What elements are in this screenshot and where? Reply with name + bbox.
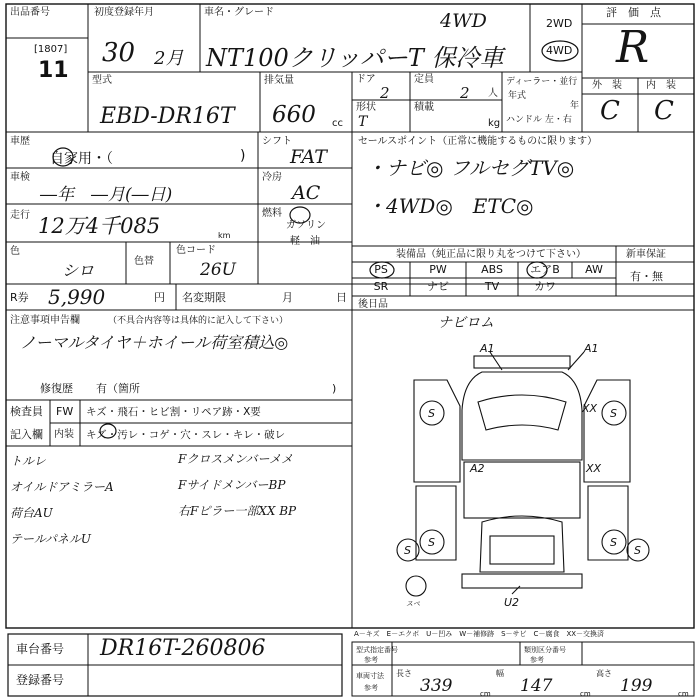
damage-mark-s-rear-right: S — [610, 536, 617, 549]
displacement-unit: cc — [332, 118, 343, 129]
recycle-value: 5,990 — [48, 285, 106, 309]
first-reg-month: 2月 — [154, 48, 184, 69]
model-name: NT100クリッパーT 保冷車 — [206, 44, 504, 72]
equipment-label: 装備品（純正品に限り丸をつけて下さい） — [396, 249, 586, 260]
first-reg-year: 30 — [102, 38, 136, 68]
name-change-label: 名変期限 — [182, 291, 226, 304]
damage-mark-a1-left: A1 — [480, 342, 495, 355]
interior-grade: C — [654, 96, 674, 126]
displacement-value: 660 — [272, 102, 316, 128]
interior-label: 内 装 — [646, 80, 676, 91]
fw-label: FW — [56, 405, 74, 418]
interior-check-items: キズ・汚レ・コゲ・穴・スレ・キレ・破レ — [86, 429, 286, 441]
classification-label: 類別区分番号 — [524, 646, 566, 654]
notes-label: 注意事項申告欄 — [10, 315, 80, 326]
history-label: 車歴 — [10, 136, 30, 147]
equip-abs: ABS — [481, 263, 503, 276]
type-label: 型式 — [92, 75, 112, 86]
fuel-label: 燃料 — [262, 208, 282, 219]
diagram-cab-top — [462, 372, 582, 460]
recycle-label: R券 — [10, 291, 29, 304]
model-year-unit: 年 — [570, 101, 580, 111]
size-ref: 参考 — [364, 684, 378, 692]
handle-label: ハンドル 左・右 — [506, 115, 572, 125]
doors-label: ドア — [356, 74, 376, 85]
equip-sr: SR — [373, 280, 389, 293]
color-code-label: 色コード — [176, 245, 216, 256]
capacity-value: 2 — [460, 84, 470, 102]
equip-leather: カワ — [534, 280, 556, 293]
rear-item-value: ナビロム — [438, 315, 494, 331]
reg-label: 登録番号 — [16, 673, 65, 687]
shaken-value: ―年 ―月(―日) — [40, 185, 173, 205]
drive-text: 4WD — [440, 10, 487, 32]
capacity-unit: 人 — [488, 88, 498, 99]
damage-legend: A－キズ E－エクボ U－凹み W－補修跡 S－サビ C－腐食 XX－交換済 — [354, 630, 605, 638]
mileage-unit: km — [218, 231, 231, 240]
model-year-label: 年式 — [508, 91, 527, 101]
repair-value: 有（箇所 — [96, 382, 140, 395]
color-code-value: 26U — [200, 260, 236, 280]
inspector-label-1: 検査員 — [10, 405, 43, 418]
score-value: R — [616, 22, 650, 73]
remark-left-1: トルレ — [10, 454, 46, 468]
damage-mark-a1-right: A1 — [584, 342, 599, 355]
mileage-value: 12万4千085 — [38, 214, 161, 238]
width-unit: cm — [580, 690, 591, 698]
first-reg-label: 初度登録年月 — [94, 7, 154, 18]
damage-mark-xx-front: XX — [582, 402, 598, 415]
displacement-label: 排気量 — [264, 75, 294, 86]
exterior-grade: C — [600, 96, 620, 126]
new-car-value: 有・無 — [630, 270, 663, 283]
equip-tv: TV — [484, 280, 500, 293]
history-value: 自家用・（ — [50, 151, 113, 167]
lot-number: 11 — [38, 58, 69, 83]
fw-items: キズ・飛石・ヒビ割・リペア跡・X要 — [86, 406, 261, 418]
equip-navi: ナビ — [427, 280, 449, 293]
repair-label: 修復歴 — [40, 382, 73, 395]
equip-pw: PW — [429, 263, 447, 276]
remark-left-4: テールパネルU — [10, 532, 92, 546]
drive-option-2wd: 2WD — [546, 17, 573, 30]
interior-check-label: 内装 — [54, 429, 74, 440]
size-label: 車両寸法 — [356, 672, 384, 680]
score-label: 評 価 点 — [606, 6, 661, 19]
selling-label: セールスポイント（正常に機能するものに限ります） — [358, 136, 598, 147]
load-unit: kg — [488, 118, 501, 129]
fuel-gasoline: ガソリン — [286, 220, 326, 231]
inspector-label-2: 記入欄 — [10, 428, 43, 441]
shape-label: 形状 — [356, 102, 376, 113]
height-value: 199 — [620, 676, 653, 696]
new-car-label: 新車保証 — [626, 249, 666, 260]
lot-code: [1807] — [34, 44, 68, 55]
height-label: 高さ — [596, 669, 612, 678]
lot-label: 出品番号 — [10, 7, 50, 18]
shift-label: シフト — [262, 136, 292, 147]
designation-ref: 参考 — [364, 656, 378, 664]
length-label: 長さ — [396, 669, 412, 678]
shift-value: FAT — [290, 146, 327, 168]
rear-item-label: 後日品 — [358, 299, 388, 310]
damage-mark-xx-bed: XX — [586, 462, 602, 475]
chassis-label: 車台番号 — [16, 642, 65, 656]
width-value: 147 — [520, 676, 553, 696]
capacity-label: 定員 — [414, 74, 434, 85]
repair-close: ) — [332, 382, 337, 395]
shaken-label: 車検 — [10, 172, 30, 183]
damage-mark-a2: A2 — [470, 462, 485, 475]
model-label: 車名・グレード — [204, 7, 274, 18]
damage-mark-u2: U2 — [504, 596, 520, 609]
exterior-label: 外 装 — [592, 80, 622, 91]
name-change-day: 日 — [336, 291, 347, 304]
history-close: ) — [240, 148, 246, 164]
color-label: 色 — [10, 246, 20, 257]
width-label: 幅 — [496, 669, 504, 678]
doors-value: 2 — [380, 84, 390, 102]
damage-mark-s-front-left: S — [428, 407, 435, 420]
name-change-month: 月 — [282, 291, 293, 304]
diagram-left-side — [414, 380, 460, 482]
drive-option-4wd: 4WD — [546, 44, 573, 57]
height-unit: cm — [678, 690, 689, 698]
remark-right-2: FサイドメンバーBP — [178, 478, 286, 492]
vehicle-damage-diagram — [352, 310, 694, 628]
dealer-label: ディーラー・並行 — [506, 77, 578, 87]
spare-tire-label: スペ — [406, 600, 420, 608]
load-label: 積載 — [414, 102, 434, 113]
color-value: シロ — [62, 261, 95, 280]
mileage-label: 走行 — [10, 210, 30, 221]
ac-value: AC — [292, 182, 321, 204]
selling-line-1: ・ナビ◎ フルセグTV◎ — [366, 156, 575, 180]
remark-right-1: Fクロスメンバーメメ — [178, 452, 293, 466]
recycle-unit: 円 — [154, 291, 165, 304]
classification-ref: 参考 — [530, 656, 544, 664]
designation-label: 型式指定番号 — [356, 646, 398, 654]
shape-value: T — [358, 114, 368, 130]
damage-mark-s-front-right: S — [610, 407, 617, 420]
type-value: EBD-DR16T — [100, 104, 235, 129]
notes-sub: （不具合内容等は具体的に記入して下さい） — [108, 316, 289, 326]
selling-line-2: ・4WD◎ ETC◎ — [366, 194, 534, 218]
remark-left-2: オイルドアミラーA — [10, 480, 114, 494]
remark-right-3: 右Fピラー一部XX BP — [178, 504, 297, 518]
notes-value: ノーマルタイヤ＋ホイール荷室積込◎ — [20, 333, 289, 352]
equip-ps: PS — [374, 263, 388, 276]
damage-mark-s-right-2: S — [634, 544, 641, 557]
remark-left-3: 荷台AU — [10, 506, 53, 520]
length-value: 339 — [420, 676, 453, 696]
chassis-value: DR16T-260806 — [100, 636, 266, 661]
fuel-diesel: 軽 油 — [290, 236, 320, 247]
damage-mark-s-left-2: S — [404, 544, 411, 557]
ac-label: 冷房 — [262, 172, 282, 183]
damage-mark-s-rear-left: S — [428, 536, 435, 549]
equip-airbag: エアB — [530, 263, 560, 276]
color-change-label: 色替 — [134, 256, 154, 267]
length-unit: cm — [480, 690, 491, 698]
equip-aw: AW — [585, 263, 603, 276]
